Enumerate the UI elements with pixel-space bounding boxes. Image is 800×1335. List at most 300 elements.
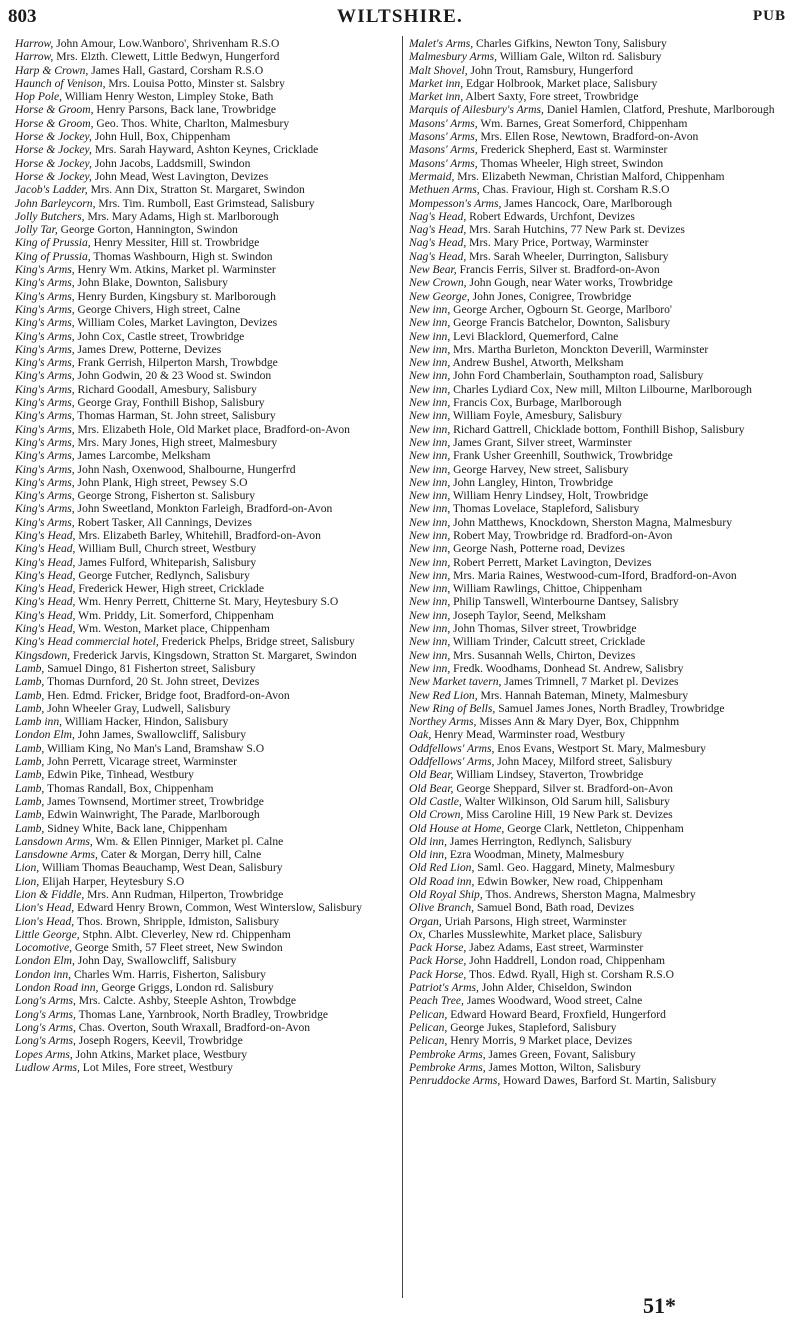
proprietor-address: Daniel Hamlen, Clatford, Preshute, Marlborough xyxy=(543,103,775,117)
directory-entry xyxy=(409,609,790,622)
directory-entry xyxy=(409,702,790,715)
pub-name: King's Head, xyxy=(15,608,76,622)
proprietor-address: Edwin Pike, Tinhead, Westbury xyxy=(44,768,194,782)
proprietor-address: Mrs. Louisa Potto, Minster st. Salsbry xyxy=(105,76,285,90)
pub-name: King's Arms, xyxy=(15,422,75,436)
pub-name: Ox, xyxy=(409,927,426,941)
section-label: PUB xyxy=(753,8,786,24)
pub-name: New inn, xyxy=(409,528,451,542)
proprietor-address: Mrs. Ann Rudman, Hilperton, Trowbridge xyxy=(84,888,284,901)
pub-name: Organ, xyxy=(409,914,442,928)
directory-entry xyxy=(15,64,396,77)
proprietor-address: Elijah Harper, Heytesbury S.O xyxy=(39,874,185,888)
pub-name: New inn, xyxy=(409,489,451,503)
proprietor-address: James Green, Fovant, Salisbury xyxy=(485,1047,636,1061)
directory-entry xyxy=(409,516,790,529)
proprietor-address: Mrs. Susannah Wells, Chirton, Devizes xyxy=(450,648,636,662)
directory-entry xyxy=(15,742,396,755)
directory-entry xyxy=(409,835,790,848)
directory-entry xyxy=(15,835,396,848)
proprietor-address: William Henry Weston, Limpley Stoke, Bath xyxy=(62,90,274,104)
directory-entry xyxy=(409,782,790,795)
proprietor-address: Mrs. Tim. Rumboll, East Grimstead, Salisbury xyxy=(95,196,315,210)
directory-entry xyxy=(15,675,396,688)
pub-name: Long's Arms, xyxy=(15,1007,76,1021)
proprietor-address: Richard Goodall, Amesbury, Salisbury xyxy=(74,382,257,396)
proprietor-address: John Amour, Low.Wanboro', Shrivenham R.S.O xyxy=(53,37,280,50)
proprietor-address: Thomas Lane, Yarnbrook, North Bradley, Trowbridge xyxy=(75,1007,329,1021)
proprietor-address: John Gough, near Water works, Trowbridge xyxy=(466,276,673,290)
proprietor-address: Wm. & Ellen Pinniger, Market pl. Calne xyxy=(92,834,284,848)
pub-name: Lion, xyxy=(15,861,40,875)
directory-entry xyxy=(409,795,790,808)
pub-name: New Bear, xyxy=(409,263,457,277)
pub-name: King's Head, xyxy=(15,582,76,596)
directory-entry xyxy=(409,157,790,170)
directory-entry xyxy=(409,90,790,103)
page-header xyxy=(0,4,800,30)
directory-entry xyxy=(15,875,396,888)
directory-entry xyxy=(15,954,396,967)
pub-name: Masons' Arms, xyxy=(409,143,478,157)
proprietor-address: Mrs. Mary Adams, High st. Marlborough xyxy=(84,209,279,223)
proprietor-address: Charles Musslewhite, Market place, Salisbury xyxy=(425,927,643,941)
proprietor-address: Mrs. Sarah Hayward, Ashton Keynes, Cricklade xyxy=(91,143,319,157)
pub-name: Little George, xyxy=(15,927,80,941)
pub-name: Malt Shovel, xyxy=(409,63,468,77)
proprietor-address: Mrs. Mary Price, Portway, Warminster xyxy=(466,236,649,250)
proprietor-address: Charles Lydiard Cox, New mill, Milton Lilbourne, Marlborough xyxy=(450,382,752,396)
proprietor-address: Frederick Phelps, Bridge street, Salisbury xyxy=(158,635,355,649)
proprietor-address: John Ford Chamberlain, Southampton road, Salisbury xyxy=(450,369,704,383)
proprietor-address: Miss Caroline Hill, 19 New Park st. Devizes xyxy=(463,808,673,822)
proprietor-address: Henry Parsons, Back lane, Trowbridge xyxy=(93,103,277,117)
pub-name: New inn, xyxy=(409,555,451,569)
pub-name: New inn, xyxy=(409,595,451,609)
pub-name: King's Arms, xyxy=(15,316,75,330)
directory-entry xyxy=(409,103,790,116)
proprietor-address: Charles Wm. Harris, Fisherton, Salisbury xyxy=(71,967,266,981)
pub-name: New inn, xyxy=(409,449,451,463)
pub-name: Kingsdown, xyxy=(15,648,71,662)
pub-name: King's Head, xyxy=(15,555,76,569)
pub-name: New George, xyxy=(409,289,470,303)
directory-entry xyxy=(409,1021,790,1034)
pub-name: Harp & Crown, xyxy=(15,63,89,77)
proprietor-address: Walter Wilkinson, Old Sarum hill, Salisbury xyxy=(461,794,670,808)
directory-entry xyxy=(15,383,396,396)
proprietor-address: Albert Saxty, Fore street, Trowbridge xyxy=(463,90,639,104)
directory-entry xyxy=(15,622,396,635)
directory-entry xyxy=(15,356,396,369)
pub-name: Horse & Jockey, xyxy=(15,169,92,183)
proprietor-address: Hen. Edmd. Fricker, Bridge foot, Bradford-on-Avon xyxy=(44,688,290,702)
directory-entry xyxy=(15,928,396,941)
proprietor-address: Chas. Overton, South Wraxall, Bradford-on-Avon xyxy=(75,1020,311,1034)
pub-name: Pack Horse, xyxy=(409,967,467,981)
pub-name: Long's Arms, xyxy=(15,994,76,1008)
proprietor-address: Joseph Taylor, Seend, Melksham xyxy=(450,608,606,622)
proprietor-address: John Alder, Chiseldon, Swindon xyxy=(478,981,632,995)
proprietor-address: John Nash, Oxenwood, Shalbourne, Hungerfrd xyxy=(74,462,296,476)
directory-entry xyxy=(15,715,396,728)
directory-entry xyxy=(15,808,396,821)
directory-entry xyxy=(15,157,396,170)
proprietor-address: George Archer, Ogbourn St. George, Marlboro' xyxy=(450,302,672,316)
pub-name: Old Bear, xyxy=(409,768,454,782)
proprietor-address: William Foyle, Amesbury, Salisbury xyxy=(450,409,623,423)
proprietor-address: Frank Usher Greenhill, Southwick, Trowbridge xyxy=(450,449,673,463)
proprietor-address: James Drew, Potterne, Devizes xyxy=(74,342,222,356)
directory-entry xyxy=(409,1061,790,1074)
pub-name: Old Road inn, xyxy=(409,874,475,888)
left-column xyxy=(15,37,396,1074)
directory-entry xyxy=(15,489,396,502)
directory-entry xyxy=(409,954,790,967)
pub-name: New inn, xyxy=(409,435,451,449)
directory-entry xyxy=(409,37,790,50)
pub-name: New inn, xyxy=(409,635,451,649)
column-divider xyxy=(402,36,403,1298)
directory-entry xyxy=(15,981,396,994)
proprietor-address: Thos. Brown, Shripple, Idmiston, Salisbury xyxy=(74,914,280,928)
pub-name: Pembroke Arms, xyxy=(409,1047,486,1061)
proprietor-address: Uriah Parsons, High street, Warminster xyxy=(441,914,627,928)
directory-entry xyxy=(409,316,790,329)
pub-name: New inn, xyxy=(409,648,451,662)
directory-entry xyxy=(15,1021,396,1034)
pub-name: New Market tavern, xyxy=(409,675,502,689)
proprietor-address: James Woodward, Wood street, Calne xyxy=(463,994,643,1008)
directory-entry xyxy=(15,901,396,914)
proprietor-address: George Griggs, London rd. Salisbury xyxy=(98,981,274,995)
proprietor-address: Robert Perrett, Market Lavington, Devizes xyxy=(450,555,652,569)
directory-entry xyxy=(15,210,396,223)
pub-name: Nag's Head, xyxy=(409,209,467,223)
pub-name: New inn, xyxy=(409,582,451,596)
pub-name: New inn, xyxy=(409,475,451,489)
directory-entry xyxy=(409,728,790,741)
pub-name: Marquis of Ailesbury's Arms, xyxy=(409,103,544,117)
pub-name: Harrow, xyxy=(15,37,54,50)
directory-entry xyxy=(15,1048,396,1061)
directory-entry xyxy=(15,1008,396,1021)
directory-entry xyxy=(15,662,396,675)
proprietor-address: James Townsend, Mortimer street, Trowbridge xyxy=(44,794,264,808)
directory-entry xyxy=(15,77,396,90)
directory-entry xyxy=(15,755,396,768)
proprietor-address: Frederick Hewer, High street, Cricklade xyxy=(75,582,264,596)
proprietor-address: Mrs. Hannah Bateman, Minety, Malmesbury xyxy=(477,688,689,702)
pub-name: Jolly Tar, xyxy=(15,223,58,237)
directory-entry xyxy=(15,822,396,835)
directory-entry xyxy=(409,77,790,90)
pub-name: Old Red Lion, xyxy=(409,861,475,875)
directory-entry xyxy=(409,529,790,542)
proprietor-address: John Sweetland, Monkton Farleigh, Bradford-on-Avon xyxy=(74,502,333,516)
pub-name: Malet's Arms, xyxy=(409,37,474,50)
proprietor-address: George Jukes, Stapleford, Salisbury xyxy=(447,1020,617,1034)
proprietor-address: George Francis Batchelor, Downton, Salisbury xyxy=(450,316,671,330)
pub-name: King's Arms, xyxy=(15,462,75,476)
proprietor-address: Sidney White, Back lane, Chippenham xyxy=(44,821,228,835)
directory-entry xyxy=(409,901,790,914)
directory-entry xyxy=(409,662,790,675)
directory-entry xyxy=(409,755,790,768)
pub-name: King of Prussia, xyxy=(15,249,91,263)
directory-entry xyxy=(409,1048,790,1061)
pub-name: Lion & Fiddle, xyxy=(15,888,85,901)
directory-entry xyxy=(15,569,396,582)
directory-entry xyxy=(15,1034,396,1047)
pub-name: King's Arms, xyxy=(15,342,75,356)
pub-name: Lamb, xyxy=(15,768,45,782)
directory-entry xyxy=(15,276,396,289)
directory-entry xyxy=(409,928,790,941)
pub-name: King's Arms, xyxy=(15,475,75,489)
proprietor-address: Philip Tanswell, Winterbourne Dantsey, Salisbry xyxy=(450,595,679,609)
proprietor-address: Mrs. Mary Jones, High street, Malmesbury xyxy=(74,435,278,449)
pub-name: New inn, xyxy=(409,422,451,436)
proprietor-address: Edwin Bowker, New road, Chippenham xyxy=(474,874,663,888)
pub-name: Ludlow Arms, xyxy=(15,1060,80,1074)
proprietor-address: Wm. Henry Perrett, Chitterne St. Mary, Heytesbury S.O xyxy=(75,595,339,609)
pub-name: Lamb, xyxy=(15,661,45,675)
pub-name: King's Arms, xyxy=(15,449,75,463)
directory-entry xyxy=(15,130,396,143)
proprietor-address: John Perrett, Vicarage street, Warminster xyxy=(44,755,238,769)
directory-entry xyxy=(409,994,790,1007)
pub-name: New inn, xyxy=(409,302,451,316)
proprietor-address: John Atkins, Market place, Westbury xyxy=(72,1047,248,1061)
proprietor-address: Samuel Dingo, 81 Fisherton street, Salisbury xyxy=(44,661,256,675)
pub-name: New inn, xyxy=(409,608,451,622)
proprietor-address: George Nash, Potterne road, Devizes xyxy=(450,542,625,556)
proprietor-address: John Godwin, 20 & 23 Wood st. Swindon xyxy=(74,369,272,383)
directory-entry xyxy=(409,635,790,648)
directory-entry xyxy=(15,117,396,130)
pub-name: Lamb, xyxy=(15,794,45,808)
directory-entry xyxy=(409,1074,790,1087)
pub-name: Nag's Head, xyxy=(409,223,467,237)
proprietor-address: Mrs. Martha Burleton, Monckton Deverill, Warminster xyxy=(450,342,709,356)
proprietor-address: James Grant, Silver street, Warminster xyxy=(450,435,632,449)
directory-entry xyxy=(409,130,790,143)
proprietor-address: Robert May, Trowbridge rd. Bradford-on-Avon xyxy=(450,528,673,542)
directory-entry xyxy=(15,728,396,741)
directory-entry xyxy=(409,808,790,821)
directory-entry xyxy=(409,768,790,781)
proprietor-address: Francis Ferris, Silver st. Bradford-on-Avon xyxy=(456,263,660,277)
pub-name: King's Arms, xyxy=(15,289,75,303)
directory-entry xyxy=(409,861,790,874)
proprietor-address: William Rawlings, Chittoe, Chippenham xyxy=(450,582,643,596)
proprietor-address: Edward Henry Brown, Common, West Winterslow, Salisbury xyxy=(74,901,363,915)
proprietor-address: James Fulford, Whiteparish, Salisbury xyxy=(75,555,257,569)
directory-entry xyxy=(15,236,396,249)
pub-name: New inn, xyxy=(409,356,451,370)
proprietor-address: Mrs. Elzth. Clewett, Little Bedwyn, Hungerford xyxy=(53,50,280,64)
pub-name: Pack Horse, xyxy=(409,954,467,968)
proprietor-address: George Gray, Fonthill Bishop, Salisbury xyxy=(74,396,265,410)
proprietor-address: John Blake, Downton, Salisbury xyxy=(74,276,228,290)
pub-name: Lamb inn, xyxy=(15,715,63,729)
pub-name: King's Arms, xyxy=(15,356,75,370)
pub-name: Lion's Head, xyxy=(15,914,75,928)
directory-entry xyxy=(15,994,396,1007)
directory-entry xyxy=(15,183,396,196)
pub-name: King's Head, xyxy=(15,542,76,556)
directory-entry xyxy=(409,875,790,888)
directory-entry xyxy=(15,90,396,103)
directory-entry xyxy=(15,848,396,861)
pub-name: New Ring of Bells, xyxy=(409,701,496,715)
pub-name: Pack Horse, xyxy=(409,941,467,955)
pub-name: King's Arms, xyxy=(15,489,75,503)
directory-entry xyxy=(15,595,396,608)
directory-entry xyxy=(409,236,790,249)
directory-entry xyxy=(409,64,790,77)
pub-name: Lopes Arms, xyxy=(15,1047,73,1061)
pub-name: King's Arms, xyxy=(15,515,75,529)
directory-entry xyxy=(409,423,790,436)
proprietor-address: Edward Howard Beard, Froxfield, Hungerford xyxy=(447,1007,666,1021)
proprietor-address: Thomas Durnford, 20 St. John street, Devizes xyxy=(44,675,260,689)
directory-entry xyxy=(15,502,396,515)
proprietor-address: Mrs. Calcte. Ashby, Steeple Ashton, Trowbdge xyxy=(75,994,297,1008)
pub-name: Old Royal Ship, xyxy=(409,888,483,901)
proprietor-address: Mrs. Ann Dix, Stratton St. Margaret, Swindon xyxy=(87,183,305,197)
directory-entry xyxy=(409,396,790,409)
proprietor-address: Samuel Bond, Bath road, Devizes xyxy=(474,901,635,915)
directory-entry xyxy=(15,941,396,954)
pub-name: Pelican, xyxy=(409,1007,448,1021)
proprietor-address: Wm. Priddy, Lit. Somerford, Chippenham xyxy=(75,608,274,622)
pub-name: Lamb, xyxy=(15,808,45,822)
pub-name: Masons' Arms, xyxy=(409,130,478,144)
directory-entry xyxy=(409,848,790,861)
proprietor-address: William Thomas Beauchamp, West Dean, Salisbury xyxy=(39,861,283,875)
pub-name: Lamb, xyxy=(15,688,45,702)
proprietor-address: James Motton, Wilton, Salisbury xyxy=(485,1060,641,1074)
proprietor-address: Andrew Bushel, Atworth, Melksham xyxy=(450,356,624,370)
proprietor-address: William Lindsey, Staverton, Trowbridge xyxy=(453,768,644,782)
pub-name: Haunch of Venison, xyxy=(15,76,106,90)
proprietor-address: John Jacobs, Laddsmill, Swindon xyxy=(91,156,251,170)
directory-entry xyxy=(15,782,396,795)
pub-name: Market inn, xyxy=(409,76,464,90)
pub-name: Old inn, xyxy=(409,848,448,862)
pub-name: London Elm, xyxy=(15,728,75,742)
proprietor-address: Fredk. Woodhams, Donhead St. Andrew, Salisbry xyxy=(450,661,684,675)
pub-name: King's Arms, xyxy=(15,382,75,396)
directory-entry xyxy=(15,316,396,329)
pub-name: New Crown, xyxy=(409,276,467,290)
directory-entry xyxy=(15,436,396,449)
proprietor-address: Mrs. Ellen Rose, Newtown, Bradford-on-Avon xyxy=(477,130,699,144)
proprietor-address: Thomas Washbourn, High st. Swindon xyxy=(90,249,273,263)
pub-name: London Road inn, xyxy=(15,981,99,995)
pub-name: Lansdown Arms, xyxy=(15,834,93,848)
pub-name: King's Arms, xyxy=(15,276,75,290)
directory-entry xyxy=(15,689,396,702)
directory-entry xyxy=(409,276,790,289)
pub-name: King's Arms, xyxy=(15,302,75,316)
directory-entry xyxy=(409,409,790,422)
proprietor-address: William King, No Man's Land, Bramshaw S.O xyxy=(44,741,265,755)
directory-entry xyxy=(15,649,396,662)
proprietor-address: Henry Morris, 9 Market place, Devizes xyxy=(447,1034,633,1048)
directory-entry xyxy=(409,117,790,130)
pub-name: Oak, xyxy=(409,728,432,742)
directory-entry xyxy=(409,542,790,555)
proprietor-address: James Hall, Gastard, Corsham R.S.O xyxy=(88,63,264,77)
proprietor-address: Saml. Geo. Haggard, Minety, Malmesbury xyxy=(474,861,675,875)
directory-entry xyxy=(15,968,396,981)
directory-entry xyxy=(15,197,396,210)
proprietor-address: Robert Edwards, Urchfont, Devizes xyxy=(466,209,635,223)
directory-entry xyxy=(15,303,396,316)
proprietor-address: Wm. Weston, Market place, Chippenham xyxy=(75,622,270,636)
pub-name: Masons' Arms, xyxy=(409,156,478,170)
proprietor-address: John Mead, West Lavington, Devizes xyxy=(91,169,269,183)
pub-name: Old Castle, xyxy=(409,794,462,808)
directory-entry xyxy=(15,330,396,343)
directory-entry xyxy=(15,223,396,236)
proprietor-address: William Henry Lindsey, Holt, Trowbridge xyxy=(450,489,649,503)
pub-name: New inn, xyxy=(409,515,451,529)
proprietor-address: Henry Messiter, Hill st. Trowbridge xyxy=(90,236,260,250)
pub-name: New inn, xyxy=(409,396,451,410)
printer-signature: 51* xyxy=(643,1293,676,1318)
pub-name: King's Head commercial hotel, xyxy=(15,635,159,649)
proprietor-address: George Clark, Nettleton, Chippenham xyxy=(504,821,684,835)
pub-name: King's Arms, xyxy=(15,409,75,423)
pub-name: New inn, xyxy=(409,369,451,383)
directory-entry xyxy=(409,715,790,728)
directory-entry xyxy=(15,702,396,715)
proprietor-address: William Hacker, Hindon, Salisbury xyxy=(62,715,229,729)
directory-entry xyxy=(15,37,396,50)
directory-entry xyxy=(409,502,790,515)
pub-name: Harrow, xyxy=(15,50,54,64)
pub-name: Lion's Head, xyxy=(15,901,75,915)
pub-name: Lansdowne Arms, xyxy=(15,848,98,862)
pub-name: New inn, xyxy=(409,409,451,423)
proprietor-address: Mrs. Elizabeth Newman, Christian Malford, Chippenham xyxy=(454,169,725,183)
page-number: 803 xyxy=(8,6,37,27)
pub-name: Locomotive, xyxy=(15,941,72,955)
pub-name: Old Bear, xyxy=(409,781,454,795)
directory-entry xyxy=(409,197,790,210)
proprietor-address: William Gale, Wilton rd. Salisbury xyxy=(497,50,662,64)
proprietor-address: George Sheppard, Silver st. Bradford-on-Avon xyxy=(453,781,673,795)
pub-name: Horse & Groom, xyxy=(15,116,94,130)
proprietor-address: Misses Ann & Mary Dyer, Box, Chippnhm xyxy=(476,715,680,729)
proprietor-address: Edgar Holbrook, Market place, Salisbury xyxy=(463,76,658,90)
pub-name: King's Head, xyxy=(15,568,76,582)
proprietor-address: John Trout, Ramsbury, Hungerford xyxy=(467,63,634,77)
pub-name: King's Arms, xyxy=(15,263,75,277)
directory-entry xyxy=(409,463,790,476)
directory-entry xyxy=(409,595,790,608)
directory-entry xyxy=(409,330,790,343)
proprietor-address: Thomas Harman, St. John street, Salisbury xyxy=(74,409,276,423)
pub-name: Olive Branch, xyxy=(409,901,475,915)
proprietor-address: Enos Evans, Westport St. Mary, Malmesbury xyxy=(494,741,706,755)
proprietor-address: Chas. Fraviour, High st. Corsham R.S.O xyxy=(479,183,670,197)
pub-name: Patriot's Arms, xyxy=(409,981,479,995)
